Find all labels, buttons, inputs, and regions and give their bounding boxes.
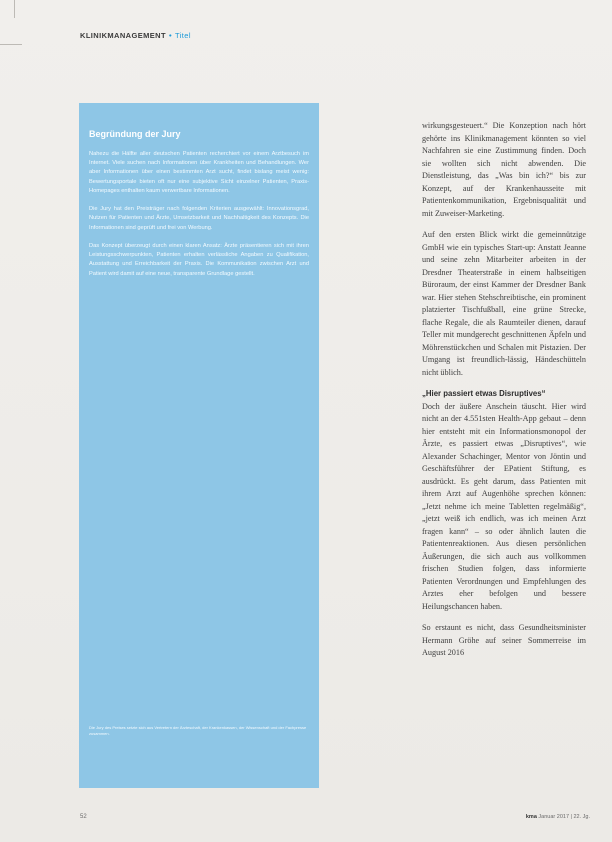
- jury-box-title: Begründung der Jury: [89, 129, 181, 139]
- header-separator: •: [168, 31, 173, 40]
- article-paragraph: wirkungsgesteuert.“ Die Konzeption nach hört gehörte ins Klinikmanagement könnten so viel Nachfahren sie eine Zustimmung finden. Doch sie wollten sich nicht abwenden. Die Dienstleistung, das „Was bin ich?“ bis zur Konzept, auf der Krankenhausseite mit Patientenkommunikation, Ergebnisqualität und mit Zuweiser-Marketing.: [422, 121, 586, 218]
- jury-paragraph: Das Konzept überzeugt durch einen klaren Ansatz: Ärzte präsentieren sich mit ihren Leistungsschwerpunkten, Patienten erhalten verlässliche Angaben zu Qualifikation, Ausstattung und Erreichbarkeit der Praxis. Die Kommunikation zwischen Arzt und Patient wird damit auf eine neue, transparente Grundlage gestellt.: [89, 242, 309, 277]
- page-number-left: 52: [80, 814, 87, 820]
- jury-box: [79, 103, 319, 788]
- article-paragraph: Doch der äußere Anschein täuscht. Hier wird nicht an der 4.551sten Health-App gebaut – denn hier entsteht mit ein Informationsmonopol der Ärzte, es passiert etwas „Disruptives“, wie Alexander Schachinger, Mentor von Jöntin und Geschäftsführer der EPatient Stiftung, es ausdrückt. Es geht darum, dass Patienten mit ihrem Arzt auf Augenhöhe sprechen können: „Jetzt nehme ich meine Tabletten regelmäßig“, „jetzt weiß ich endlich, was ich meinen Arzt fragen kann“ – so oder ähnlich lauten die Patientenreaktionen. Aus diesen persönlichen Äußerungen, die sich auch aus vollkommen frischen Studien folgen, dass informierte Patienten Verordnungen und Empfehlungen des Arztes eher befolgen und bessere Heilungschancen haben.: [422, 401, 586, 611]
- jury-paragraph: Nahezu die Hälfte aller deutschen Patienten recherchiert vor einem Arztbesuch im Internet. Viele suchen nach Informationen über Krankheiten und Behandlungen. Wer aber Informationen über einen bestimmten Arzt sucht, findet bislang meist wenig: Bewertungsportale bieten oft nur eine subjektive Sicht einzelner Patienten, Praxis-Homepages enthalten kaum verwertbare Informationen.: [89, 151, 309, 194]
- article-paragraph: So erstaunt es nicht, dass Gesundheitsminister Hermann Gröhe auf seiner Sommerreise im August 2016: [422, 623, 586, 657]
- article-column: [422, 120, 586, 669]
- footer-issue-text: Januar 2017 | 22. Jg.: [538, 814, 590, 820]
- crop-mark: [14, 0, 15, 18]
- jury-footnote: Die Jury des Preises setzte sich aus Vertretern der Ärzteschaft, der Krankenkassen, der Wissenschaft und der Fachpresse zusammen.: [89, 725, 307, 736]
- article-paragraph: Auf den ersten Blick wirkt die gemeinnützige GmbH wie ein typisches Start-up: Anstatt Jeanne und seine zehn Mitarbeiter arbeiten in der Dresdner Theaterstraße in einem halbseitigen Büroraum, der einst Kammer der Dresdner Bank war. Hier stehen Stehschreibtische, ein prominent platzierter Tischfußball, eine grüne Strecke, flache Regale, die als Raumteiler dienen, darauf Teller mit mundgerecht geschnittenen Äpfeln und Möhrenstückchen und Schalen mit Pistazien. Der Umgang ist freundlich-lässig, Händeschütteln nicht üblich.: [422, 230, 586, 377]
- header-section: KLINIKMANAGEMENT: [80, 31, 166, 40]
- crop-mark: [0, 44, 22, 45]
- header-subsection: Titel: [175, 31, 191, 40]
- jury-paragraph: Die Jury hat den Preisträger nach folgenden Kriterien ausgewählt: Innovationsgrad, Nutzen für Patienten und Ärzte, Umsetzbarkeit und Nachhaltigkeit des Konzepts. Die Informationen sind geprüft und frei von Werbung.: [89, 206, 309, 231]
- article-subheading: „Hier passiert etwas Disruptives“: [422, 389, 546, 398]
- footer-issue: [526, 814, 590, 820]
- footer-brand: kma: [525, 814, 537, 820]
- running-header: [80, 31, 540, 40]
